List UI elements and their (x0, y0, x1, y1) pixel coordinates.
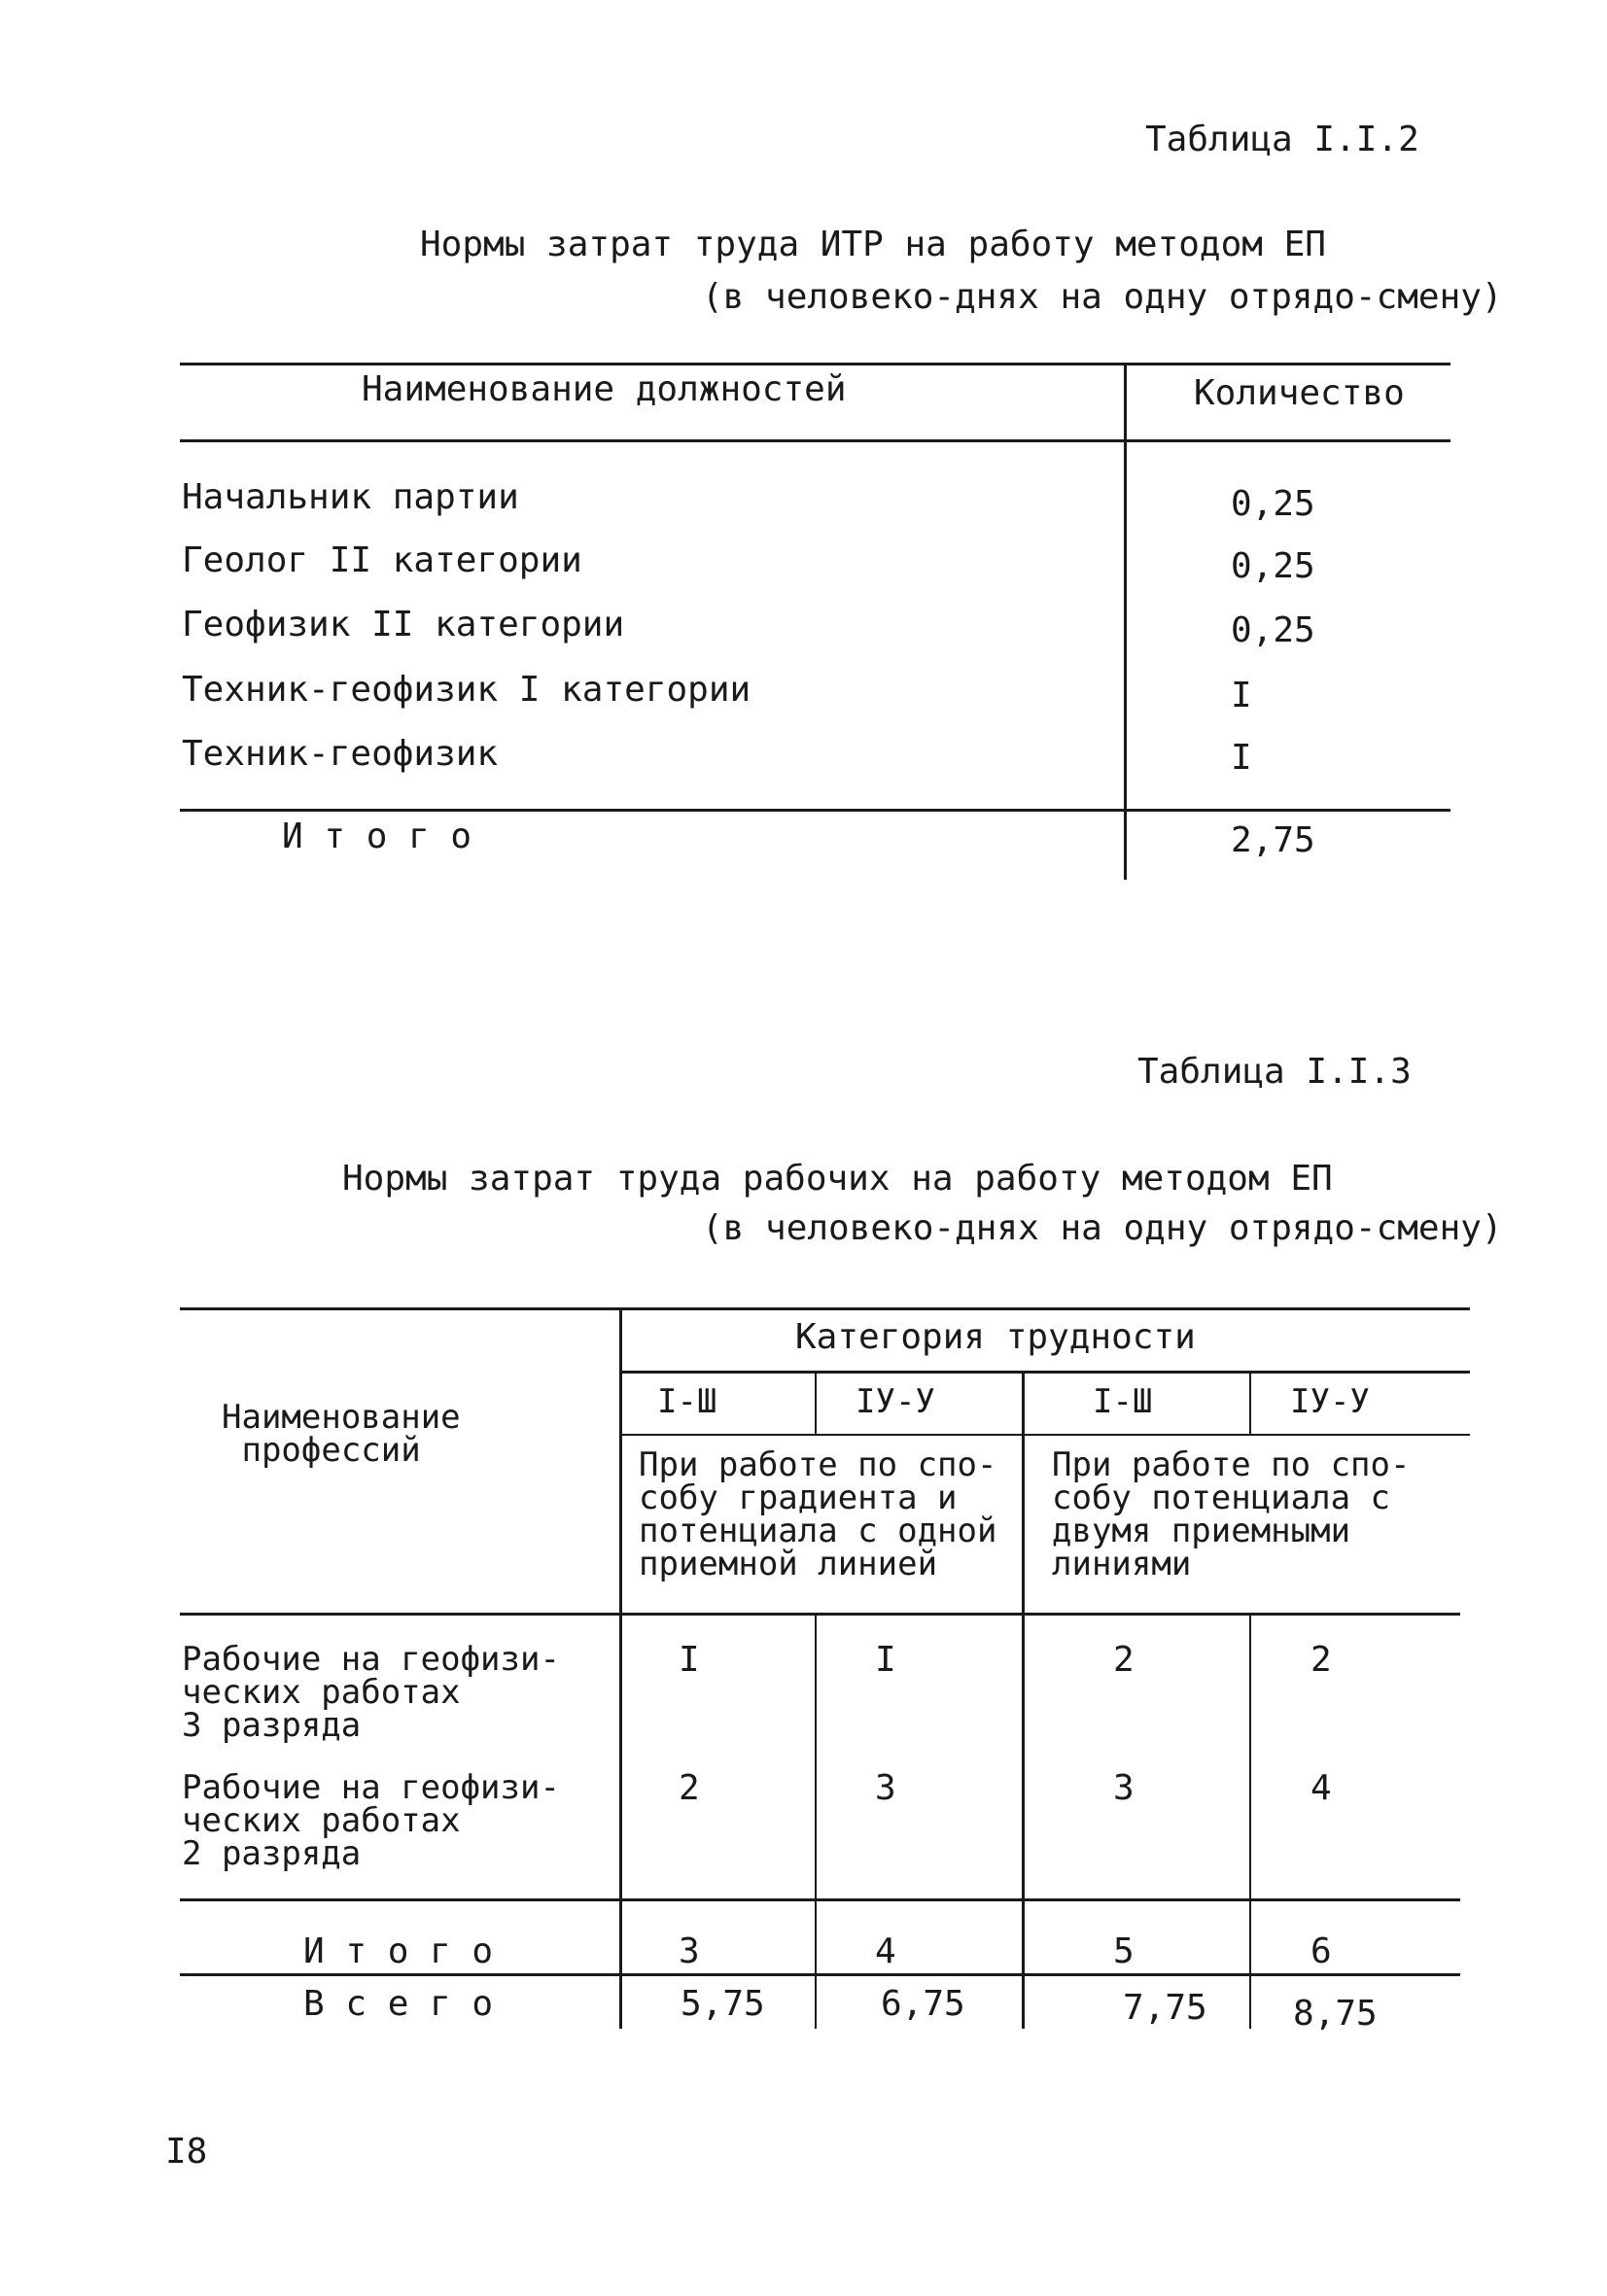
rule (180, 1973, 1460, 1976)
header-position: Наименование должностей (362, 369, 847, 409)
row-value: 2 (1310, 1640, 1332, 1680)
table-title: Нормы затрат труда рабочих на работу методом ЕП (342, 1159, 1333, 1199)
sub-header: IУ-У (856, 1382, 935, 1421)
column-divider (1022, 1371, 1025, 2029)
grand-total-value: 6,75 (881, 1984, 965, 2024)
sub-header: I-Ш (1093, 1382, 1153, 1421)
total-label: И т о г о (282, 817, 472, 856)
row-name: Геофизик II категории (182, 605, 625, 644)
row-value: 3 (875, 1768, 896, 1808)
total-value: 4 (875, 1931, 896, 1971)
row-value: 4 (1310, 1768, 1332, 1808)
row-value: I (679, 1640, 700, 1680)
grand-total-value: 8,75 (1293, 1994, 1378, 2034)
row-value: 0,25 (1231, 610, 1315, 650)
grand-total-value: 5,75 (681, 1984, 765, 2024)
row-name: Геолог II категории (182, 540, 582, 580)
row-value: 0,25 (1231, 484, 1315, 524)
total-value: 3 (679, 1931, 700, 1971)
total-value: 6 (1310, 1931, 1332, 1971)
rule (622, 1434, 1470, 1436)
row-name: Рабочие на геофизи- ческих работах 3 разряда (182, 1640, 560, 1745)
rule (622, 1371, 1470, 1374)
table-caption: Таблица I.I.3 (1137, 1052, 1412, 1092)
total-value: 2,75 (1231, 820, 1315, 860)
row-value: I (875, 1640, 896, 1680)
row-value: 3 (1113, 1768, 1135, 1808)
table-subtitle: (в человеко-днях на одну отрядо-смену) (702, 277, 1503, 317)
table-caption: Таблица I.I.2 (1145, 120, 1419, 159)
row-value: I (1231, 676, 1252, 715)
row-name: Техник-геофизик (182, 734, 499, 774)
grand-total-label: В с е г о (303, 1984, 494, 2024)
total-value: 5 (1113, 1931, 1135, 1971)
row-value: I (1231, 738, 1252, 778)
column-divider (815, 1371, 817, 1434)
rule (180, 809, 1450, 812)
table-subtitle: (в человеко-днях на одну отрядо-смену) (702, 1208, 1503, 1248)
method-description: При работе по спо- собу потенциала с двумя приемными линиями (1052, 1445, 1411, 1583)
rule (180, 363, 1450, 365)
column-divider (1249, 1613, 1251, 2029)
column-divider (619, 1307, 622, 2029)
rule (180, 439, 1450, 442)
row-value: 2 (1113, 1640, 1135, 1680)
rule (180, 1613, 1460, 1616)
page-number: I8 (165, 2132, 208, 2172)
row-name: Техник-геофизик I категории (182, 670, 751, 710)
row-value: 0,25 (1231, 546, 1315, 586)
sub-header: I-Ш (657, 1382, 717, 1421)
header-quantity: Количество (1194, 373, 1405, 413)
rule (180, 1307, 1470, 1310)
grand-total-value: 7,75 (1123, 1988, 1207, 2028)
row-name: Рабочие на геофизи- ческих работах 2 разряда (182, 1768, 560, 1873)
column-divider (815, 1613, 817, 2029)
header-category: Категория трудности (795, 1317, 1196, 1357)
column-divider (1124, 363, 1127, 880)
table-title: Нормы затрат труда ИТР на работу методом ЕП (420, 225, 1326, 264)
rule (180, 1898, 1460, 1901)
row-name: Начальник партии (182, 477, 519, 517)
column-divider (1249, 1371, 1251, 1434)
method-description: При работе по спо- собу градиента и потенциала с одной приемной линией (639, 1445, 997, 1583)
row-value: 2 (679, 1768, 700, 1808)
header-profession: Наименование профессий (222, 1398, 461, 1470)
total-label: И т о г о (303, 1931, 494, 1971)
sub-header: IУ-У (1290, 1382, 1370, 1421)
